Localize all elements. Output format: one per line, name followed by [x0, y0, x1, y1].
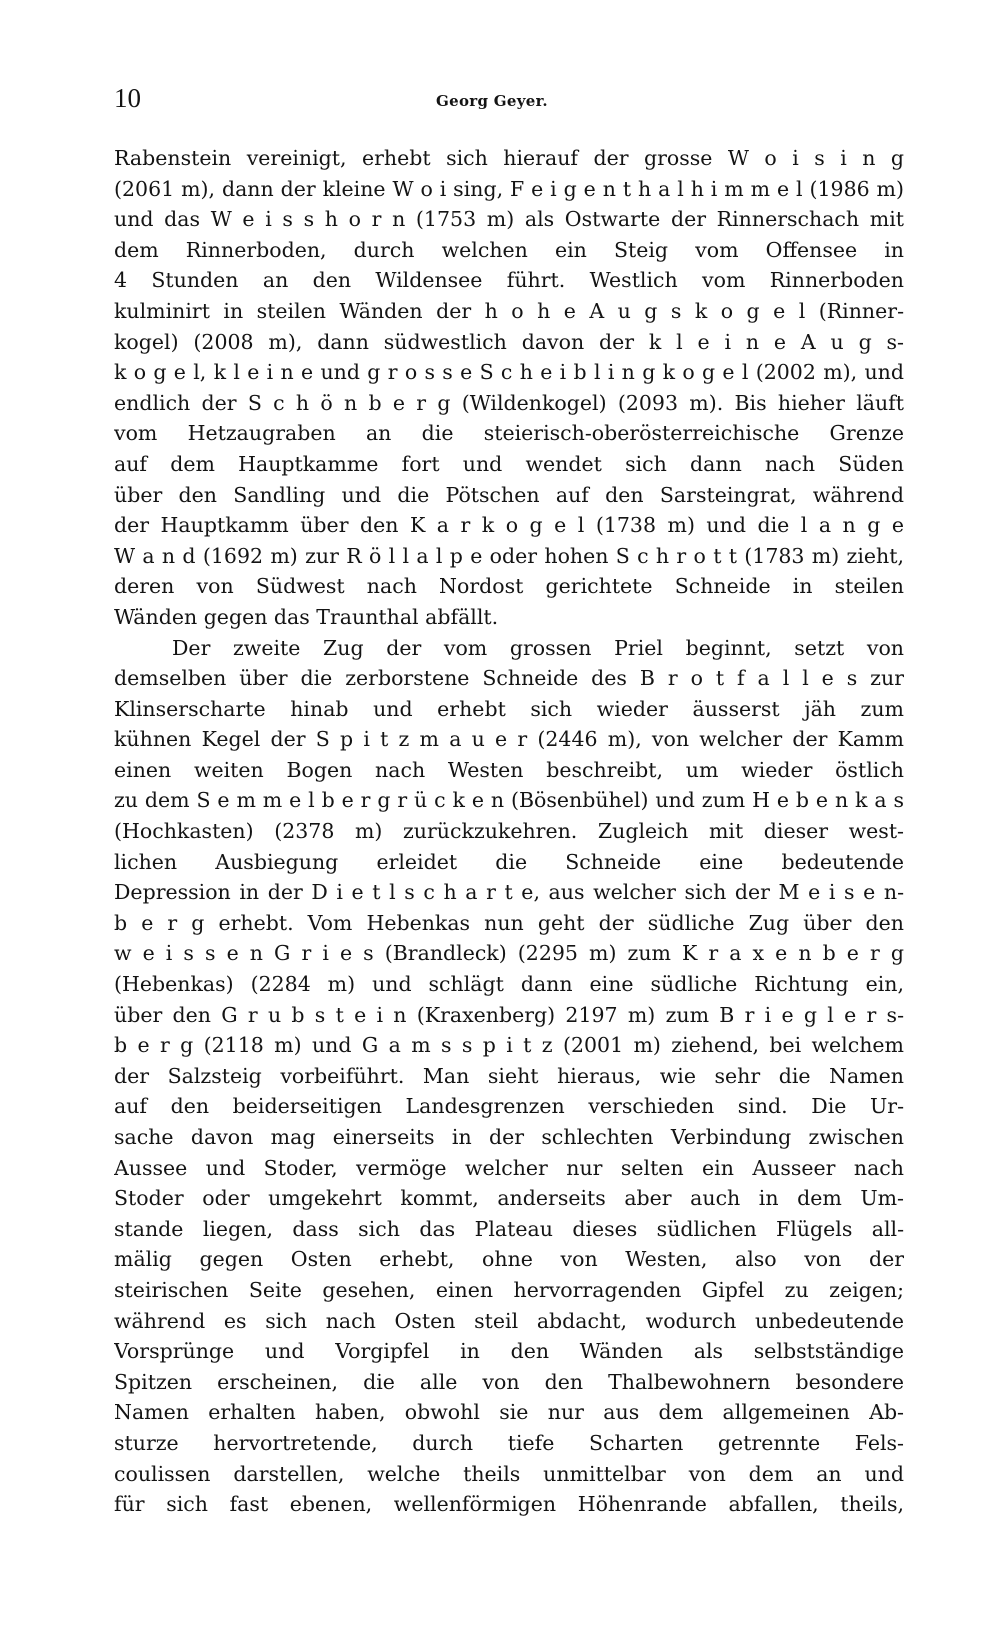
text-line: lichen Ausbiegung erleidet die Schneide eine bedeutende [114, 849, 904, 874]
text-line: kogel) (2008 m), dann südwestlich davon der k l e i n e A u g s- [114, 329, 904, 354]
text-line: über den G r u b s t e i n (Kraxenberg) 2197 m) zum B r i e g l e r s- [114, 1002, 904, 1027]
text-line: (Hebenkas) (2284 m) und schlägt dann eine südliche Richtung ein, [114, 972, 904, 997]
text-line: Stoder oder umgekehrt kommt, anderseits aber auch in dem Um- [114, 1186, 904, 1211]
text-line: demselben über die zerborstene Schneide des B r o t f a l l e s zur [114, 666, 904, 691]
text-line: zu dem S e m m e l b e r g r ü c k e n (Bösenbühel) und zum H e b e n k a s [114, 788, 904, 813]
text-line: b e r g erhebt. Vom Hebenkas nun geht der südliche Zug über den [114, 910, 904, 935]
text-line: stande liegen, dass sich das Plateau dieses südlichen Flügels all- [114, 1216, 904, 1241]
text-line: Namen erhalten haben, obwohl sie nur aus dem allgemeinen Ab- [114, 1400, 904, 1425]
text-line: k o g e l, k l e i n e und g r o s s e S c h e i b l i n g k o g e l (2002 m), und [114, 360, 904, 385]
text-line: deren von Südwest nach Nordost gerichtete Schneide in steilen [114, 574, 904, 599]
text-line: kulminirt in steilen Wänden der h o h e A u g s k o g e l (Rinner- [114, 298, 904, 323]
text-line: endlich der S c h ö n b e r g (Wildenkogel) (2093 m). Bis hieher läuft [114, 390, 904, 415]
text-line: auf den beiderseitigen Landesgrenzen verschieden sind. Die Ur- [114, 1094, 904, 1119]
text-line: 4 Stunden an den Wildensee führt. Westlich vom Rinnerboden [114, 268, 904, 293]
text-line: w e i s s e n G r i e s (Brandleck) (2295 m) zum K r a x e n b e r g [114, 941, 904, 966]
text-line: Spitzen erscheinen, die alle von den Thalbewohnern besondere [114, 1369, 904, 1394]
text-line: einen weiten Bogen nach Westen beschreibt, um wieder östlich [114, 757, 904, 782]
text-line: der Salzsteig vorbeiführt. Man sieht hieraus, wie sehr die Namen [114, 1063, 904, 1088]
paragraph-end-line: Wänden gegen das Traunthal abfällt. [114, 604, 499, 629]
text-line: Vorsprünge und Vorgipfel in den Wänden als selbstständige [114, 1339, 904, 1364]
text-line: Rabenstein vereinigt, erhebt sich hierauf der grosse W o i s i n g [114, 146, 904, 170]
text-line: steirischen Seite gesehen, einen hervorragenden Gipfel zu zeigen; [114, 1277, 904, 1302]
running-head: Georg Geyer. [436, 92, 548, 110]
text-line: für sich fast ebenen, wellenförmigen Höhenrande abfallen, theils, [114, 1492, 904, 1517]
paragraph-start-line: Der zweite Zug der vom grossen Priel beginnt, setzt von [172, 635, 904, 660]
text-line: der Hauptkamm über den K a r k o g e l (1738 m) und die l a n g e [114, 513, 904, 538]
text-line: Klinserscharte hinab und erhebt sich wieder äusserst jäh zum [114, 696, 904, 721]
text-line: über den Sandling und die Pötschen auf den Sarsteingrat, während [114, 482, 904, 507]
text-line: (2061 m), dann der kleine W o i sing, F e i g e n t h a l h i m m e l (1986 m) [114, 176, 904, 201]
text-line: dem Rinnerboden, durch welchen ein Steig vom Offensee in [114, 237, 904, 262]
text-line: Depression in der D i e t l s c h a r t e, aus welcher sich der M e i s e n- [114, 880, 904, 905]
text-line: Aussee und Stoder, vermöge welcher nur selten ein Ausseer nach [114, 1155, 904, 1180]
text-line: (Hochkasten) (2378 m) zurückzukehren. Zugleich mit dieser west- [114, 819, 904, 844]
text-line: sache davon mag einerseits in der schlechten Verbindung zwischen [114, 1125, 904, 1149]
body-text [114, 143, 904, 1520]
text-line: b e r g (2118 m) und G a m s s p i t z (2001 m) ziehend, bei welchem [114, 1033, 904, 1058]
text-line: mälig gegen Osten erhebt, ohne von Westen, also von der [114, 1247, 904, 1272]
text-line: sturze hervortretende, durch tiefe Scharten getrennte Fels- [114, 1430, 904, 1455]
page-header [114, 83, 914, 123]
text-line: W a n d (1692 m) zur R ö l l a l p e oder hohen S c h r o t t (1783 m) zieht, [114, 543, 904, 568]
text-line: auf dem Hauptkamme fort und wendet sich dann nach Süden [114, 451, 904, 476]
text-line: coulissen darstellen, welche theils unmittelbar von dem an und [114, 1461, 904, 1486]
page-number: 10 [114, 83, 141, 113]
text-line: und das W e i s s h o r n (1753 m) als Ostwarte der Rinnerschach mit [114, 207, 904, 232]
text-line: kühnen Kegel der S p i t z m a u e r (2446 m), von welcher der Kamm [114, 727, 904, 752]
text-line: vom Hetzaugraben an die steierisch-oberösterreichische Grenze [114, 421, 904, 446]
text-line: während es sich nach Osten steil abdacht, wodurch unbedeutende [114, 1308, 904, 1333]
